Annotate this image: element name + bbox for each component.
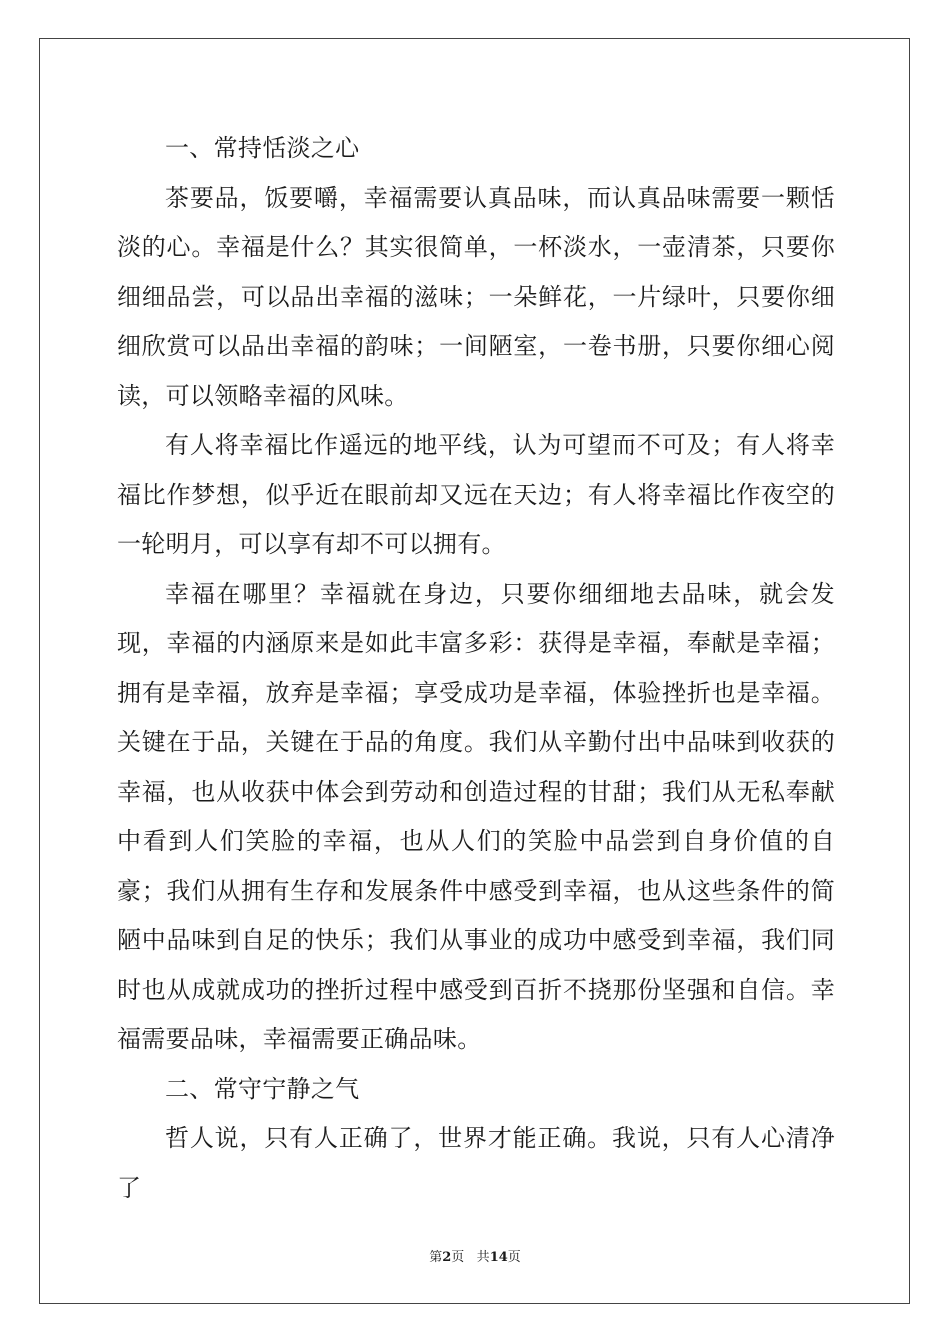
page-suffix: 页 bbox=[451, 1250, 465, 1265]
paragraph: 哲人说，只有人正确了，世界才能正确。我说，只有人心清净了 bbox=[117, 1124, 835, 1202]
section-heading: 二、常守宁静之气 bbox=[165, 1074, 360, 1103]
footer-gap bbox=[464, 1250, 476, 1265]
paragraph: 幸福在哪里？幸福就在身边，只要你细细地去品味，就会发现，幸福的内涵原来是如此丰富多彩：获得是幸福，奉献是幸福；拥有是幸福，放弃是幸福；享受成功是幸福，体验挫折也是幸福。关键在于品，关键在于品的角度。我们从辛勤付出中品味到收获的幸福，也从收获中体会到劳动和创造过程的甘甜；我们从无私奉献中看到人们笑脸的幸福，也从人们的笑脸中品尝到自身价值的自豪；我们从拥有生存和发展条件中感受到幸福，也从这些条件的简陋中品味到自足的快乐；我们从事业的成功中感受到幸福，我们同时也从成就成功的挫折过程中感受到百折不挠那份坚强和自信。幸福需要品味，幸福需要正确品味。 bbox=[117, 579, 835, 1053]
total-prefix: 共 bbox=[476, 1250, 490, 1265]
paragraph: 茶要品，饭要嚼，幸福需要认真品味，而认真品味需要一颗恬淡的心。幸福是什么？其实很简单，一杯淡水，一壶清茶，只要你细细品尝，可以品出幸福的滋味；一朵鲜花，一片绿叶，只要你细细欣赏可以品出幸福的韵味；一间陋室，一卷书册，只要你细心阅读，可以领略幸福的风味。 bbox=[117, 183, 835, 410]
page-footer bbox=[0, 1246, 950, 1265]
page-number: 2 bbox=[442, 1250, 452, 1265]
document-body bbox=[117, 124, 835, 1213]
section-heading: 一、常持恬淡之心 bbox=[165, 134, 360, 162]
total-suffix: 页 bbox=[507, 1250, 521, 1265]
page-prefix: 第 bbox=[429, 1250, 443, 1265]
total-pages: 14 bbox=[489, 1250, 508, 1265]
paragraph: 有人将幸福比作遥远的地平线，认为可望而不可及；有人将幸福比作梦想，似乎近在眼前却又远在天边；有人将幸福比作夜空的一轮明月，可以享有却不可以拥有。 bbox=[117, 431, 835, 558]
